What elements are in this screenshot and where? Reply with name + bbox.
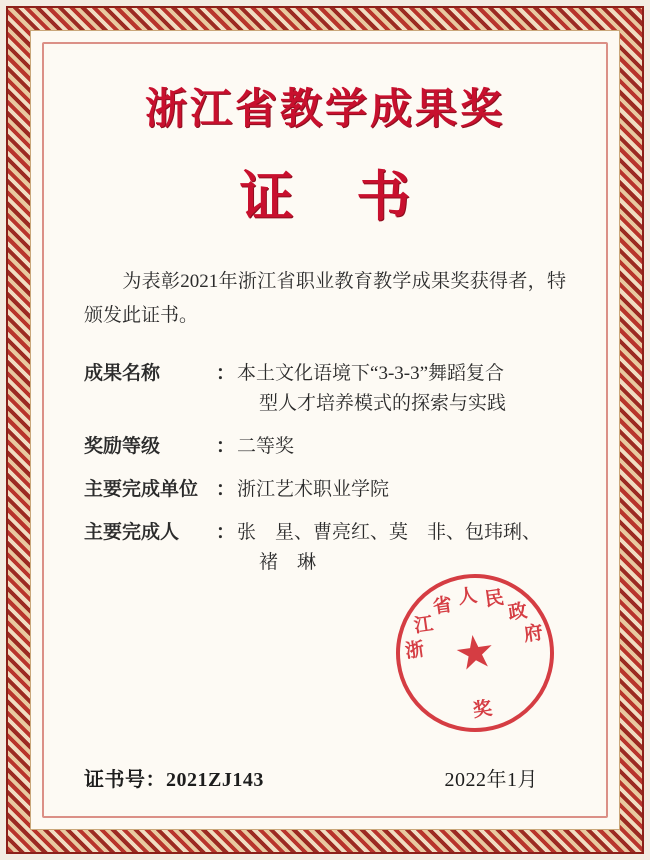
intro-line-2: 获得者，特颁发此证书。 [84,271,566,326]
seal-ring-text [390,568,559,737]
seal-char: 府 [522,622,545,646]
intro-line-1: 为表彰2021年浙江省职业教育教学成果奖 [122,271,470,292]
field-row [84,359,566,419]
field-label-main-contributors: 主要完成人 [84,522,180,543]
page-title: 浙江省教学成果奖 [144,84,505,133]
certificate-number: 证书号：2021ZJ143 [84,769,264,791]
official-seal-icon [386,564,564,742]
field-value-line-1: 张 星、曹亮红、莫 非、包玮琍、 [237,522,542,543]
field-value-line-1: 本土文化语境下“3-3-3”舞蹈复合 [237,363,505,384]
field-row [84,432,566,462]
seal-char: 江 [412,613,435,638]
field-colon: ： [216,479,236,500]
certificate-footer [84,763,566,792]
field-value-main-contributors [237,518,566,578]
field-row [84,475,566,505]
seal-char: 浙 [403,639,426,663]
seal-char: 民 [483,587,506,611]
field-list [84,359,566,578]
star-icon: ★ [450,624,499,681]
page-subtitle: 证 书 [239,164,433,228]
certificate-date: 2022年1月 [444,769,538,791]
field-label-award-level: 奖励等级 [84,436,161,457]
field-value-line-2: 褚 琳 [259,552,317,573]
field-value-main-unit: 浙江艺术职业学院 [237,479,390,500]
field-label-achievement-name: 成果名称 [84,363,161,384]
intro-paragraph [84,265,566,333]
field-colon: ： [216,436,236,457]
field-colon: ： [216,522,236,543]
seal-char: 省 [431,594,454,619]
seal-char: 政 [506,600,529,625]
field-value-line-2: 型人才培养模式的探索与实践 [259,393,507,414]
field-label-main-unit: 主要完成单位 [84,479,199,500]
field-value-achievement-name [237,359,566,419]
field-row [84,518,566,578]
seal-bottom-char: 奖 [471,698,494,722]
field-value-award-level: 二等奖 [237,436,295,457]
certificate-content-area [50,50,600,810]
field-colon: ： [216,363,236,384]
seal-char: 人 [456,585,479,609]
